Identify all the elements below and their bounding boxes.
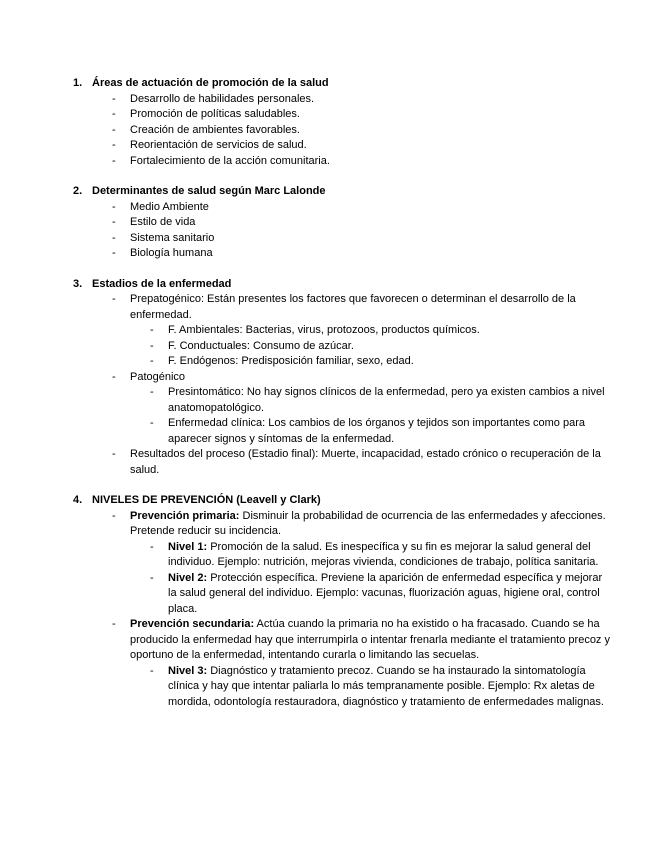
bullet-dash: - bbox=[112, 216, 116, 228]
list-item bbox=[0, 617, 655, 664]
bullet-dash: - bbox=[112, 154, 116, 167]
bullet-dash: - bbox=[150, 355, 154, 367]
section-number: 2. bbox=[73, 185, 83, 197]
list-item bbox=[0, 447, 655, 478]
section-heading bbox=[0, 493, 655, 509]
bullet-dash: - bbox=[150, 571, 154, 584]
sub-list-item bbox=[0, 416, 655, 447]
sub-item-text: Protección específica. Previene la aparición de enfermedad específica y mejorar la salud general del individuo. Ejemplo: vacunas, fluorización aguas, higiene oral, control placa. bbox=[168, 571, 603, 615]
list-item bbox=[0, 154, 655, 170]
bullet-dash: - bbox=[112, 509, 116, 522]
bullet-dash: - bbox=[150, 540, 154, 553]
item-text: Prepatogénico: Están presentes los factores que favorecen o determinan el desarrollo de la enfermedad. bbox=[130, 293, 576, 321]
bullet-dash: - bbox=[112, 293, 116, 305]
bullet-dash: - bbox=[112, 618, 116, 630]
section-4 bbox=[0, 493, 655, 710]
sub-item-text: Presintomático: No hay signos clínicos de la enfermedad, pero ya existen cambios a nivel anatomopatológico. bbox=[168, 386, 605, 414]
bullet-dash: - bbox=[112, 231, 116, 244]
sub-item-text: Enfermedad clínica: Los cambios de los órganos y tejidos son importantes como para aparecer signos y síntomas de la enfermedad. bbox=[168, 417, 585, 445]
bullet-dash: - bbox=[150, 386, 154, 398]
item-text: Promoción de políticas saludables. bbox=[130, 108, 300, 120]
item-text: Resultados del proceso (Estadio final): Muerte, incapacidad, estado crónico o recuperación de la salud. bbox=[130, 448, 601, 476]
list-item bbox=[0, 92, 655, 108]
item-text: Patogénico bbox=[130, 370, 186, 383]
list-item bbox=[0, 107, 655, 123]
bullet-dash: - bbox=[112, 370, 116, 383]
list-item bbox=[0, 292, 655, 323]
section-title: Determinantes de salud según Marc Lalonde bbox=[92, 185, 326, 197]
sub-list-item bbox=[0, 540, 655, 571]
list-item bbox=[0, 246, 655, 262]
bullet-dash: - bbox=[112, 200, 116, 213]
sub-item-label: Nivel 1: bbox=[168, 540, 208, 553]
list-item bbox=[0, 200, 655, 216]
bullet-dash: - bbox=[112, 92, 116, 105]
sub-item-text: F. Endógenos: Predisposición familiar, sexo, edad. bbox=[168, 355, 414, 367]
item-text: Creación de ambientes favorables. bbox=[130, 123, 300, 136]
sub-item-text: Diagnóstico y tratamiento precoz. Cuando se ha instaurado la sintomatología clínica y hay que intentar paliarla lo más tempranamente posible. Ejemplo: Rx aletas de mordida, odontología restauradora, diagnóstico y tratamiento de enfermedades malignas. bbox=[168, 664, 604, 708]
item-text: Reorientación de servicios de salud. bbox=[130, 139, 307, 151]
section-number: 3. bbox=[73, 277, 83, 290]
list-item bbox=[0, 370, 655, 386]
bullet-dash: - bbox=[112, 448, 116, 460]
item-text: Medio Ambiente bbox=[130, 200, 209, 213]
bullet-dash: - bbox=[150, 324, 154, 336]
section-3 bbox=[0, 277, 655, 479]
sub-item-text: F. Conductuales: Consumo de azúcar. bbox=[168, 339, 354, 352]
section-heading bbox=[0, 76, 655, 92]
list-item bbox=[0, 509, 655, 540]
item-text: Desarrollo de habilidades personales. bbox=[130, 92, 315, 105]
item-text: Disminuir la probabilidad de ocurrencia de las enfermedades y afecciones. Pretende reducir su incidencia. bbox=[130, 509, 606, 537]
bullet-dash: - bbox=[150, 339, 154, 352]
item-text: Sistema sanitario bbox=[130, 231, 215, 244]
bullet-dash: - bbox=[150, 417, 154, 429]
item-label: Prevención secundaria: bbox=[130, 618, 255, 630]
section-2 bbox=[0, 184, 655, 262]
list-item bbox=[0, 138, 655, 154]
bullet-dash: - bbox=[112, 123, 116, 136]
section-heading bbox=[0, 184, 655, 200]
sub-list-item bbox=[0, 323, 655, 339]
section-1 bbox=[0, 76, 655, 169]
sub-list-item bbox=[0, 354, 655, 370]
bullet-dash: - bbox=[112, 139, 116, 151]
sub-item-label: Nivel 2: bbox=[168, 571, 208, 584]
sub-list-item bbox=[0, 664, 655, 711]
list-item bbox=[0, 123, 655, 139]
section-heading bbox=[0, 277, 655, 293]
sub-item-text: F. Ambientales: Bacterias, virus, protozoos, productos químicos. bbox=[168, 324, 480, 336]
bullet-dash: - bbox=[112, 108, 116, 120]
section-title: Estadios de la enfermedad bbox=[92, 277, 232, 290]
bullet-dash: - bbox=[112, 247, 116, 259]
item-text: Estilo de vida bbox=[130, 216, 196, 228]
list-item bbox=[0, 231, 655, 247]
sub-list-item bbox=[0, 385, 655, 416]
list-item bbox=[0, 215, 655, 231]
sub-item-label: Nivel 3: bbox=[168, 664, 208, 677]
document-page bbox=[0, 76, 655, 725]
item-label: Prevención primaria: bbox=[130, 509, 240, 522]
section-number: 4. bbox=[73, 494, 83, 506]
item-text: Biología humana bbox=[130, 247, 213, 259]
bullet-dash: - bbox=[150, 664, 154, 677]
sub-item-text: Promoción de la salud. Es inespecífica y su fin es mejorar la salud general del individuo. Ejemplo: nutrición, mejoras vivienda, condiciones de trabajo, política sanitaria. bbox=[168, 540, 599, 568]
sub-list-item bbox=[0, 339, 655, 355]
section-number: 1. bbox=[73, 77, 83, 89]
item-text: Fortalecimiento de la acción comunitaria. bbox=[130, 154, 330, 167]
item-text: Actúa cuando la primaria no ha existido o ha fracasado. Cuando se ha producido la enfermedad hay que interrumpirla o intentar frenarla mediante el tratamiento precoz y oportuno de la enfermedad, intentando curarla o limitando las secuelas. bbox=[130, 618, 610, 661]
section-title: Áreas de actuación de promoción de la salud bbox=[92, 77, 329, 89]
sub-list-item bbox=[0, 571, 655, 618]
section-title: NIVELES DE PREVENCIÓN (Leavell y Clark) bbox=[92, 494, 321, 506]
